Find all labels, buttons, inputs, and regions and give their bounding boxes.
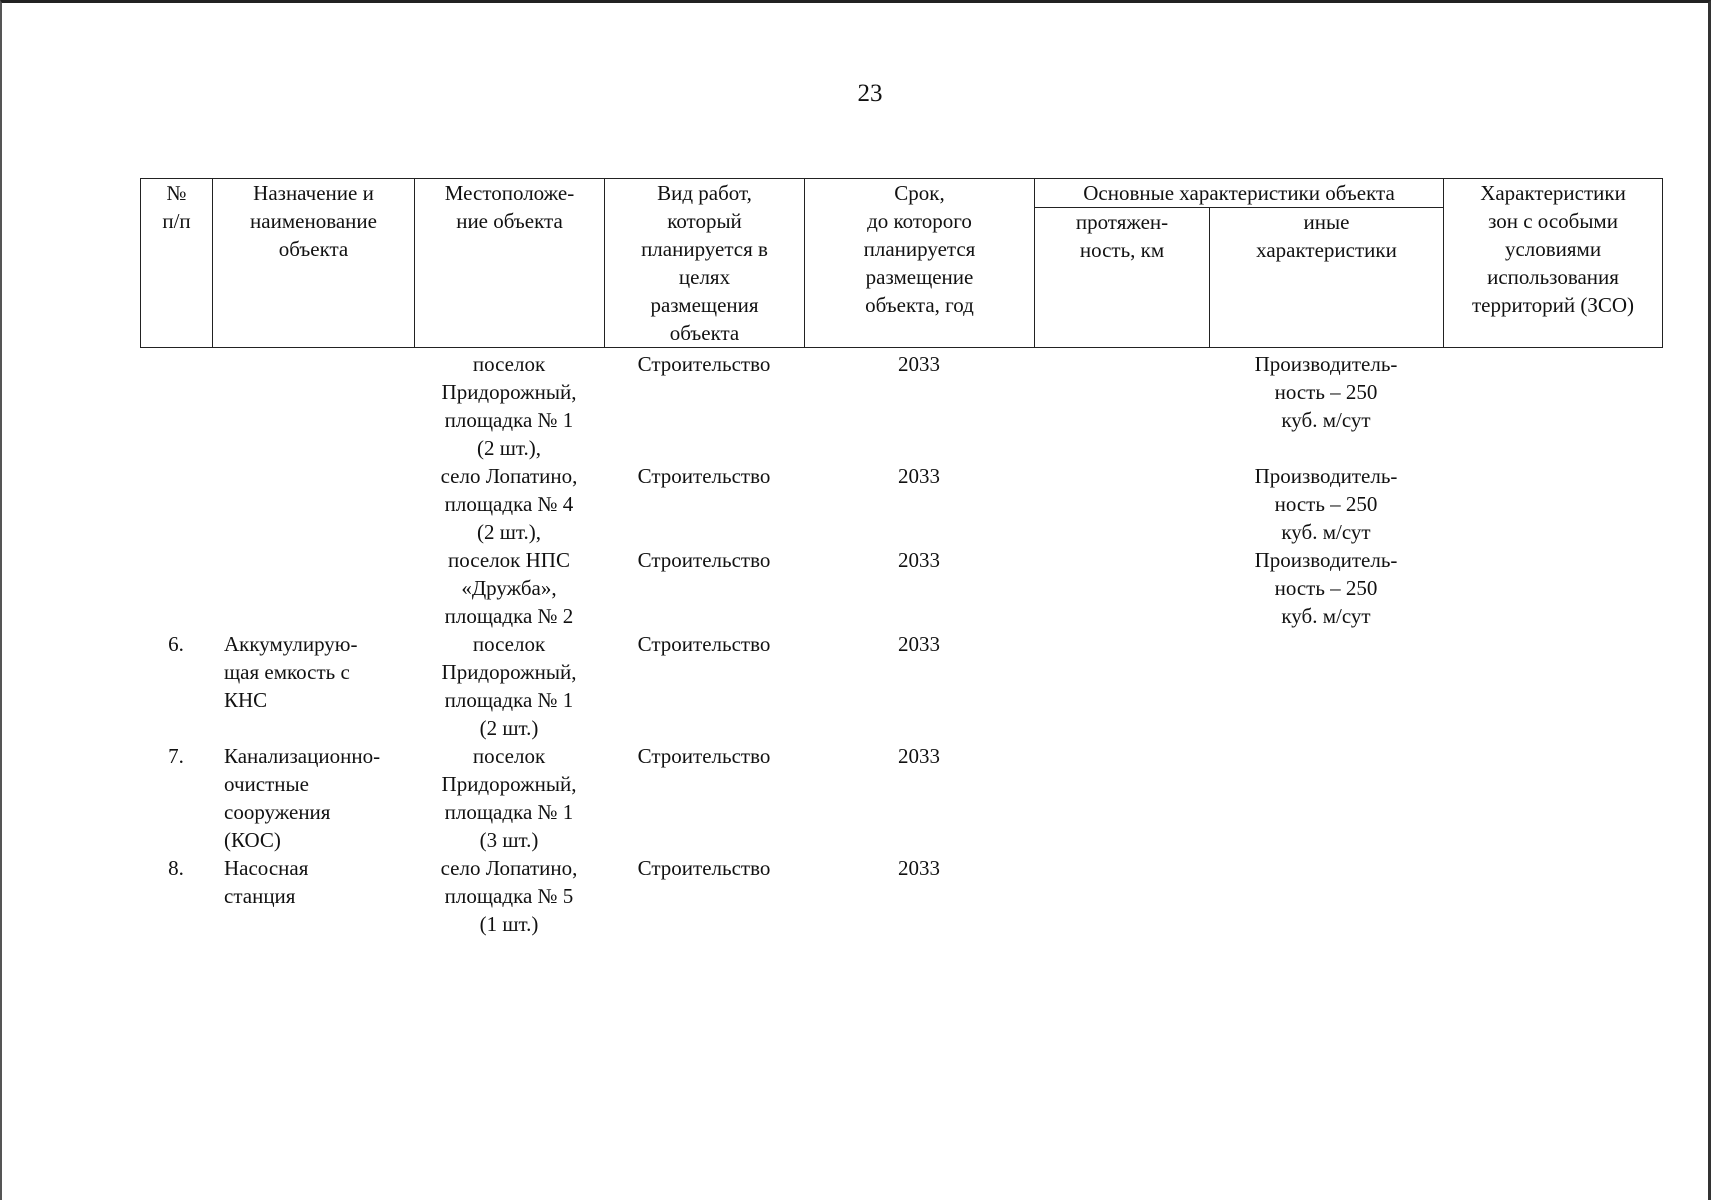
header-length: протяжен- ность, км	[1035, 208, 1210, 348]
row-location: поселок Придорожный, площадка № 1 (2 шт.)	[441, 632, 577, 740]
header-zso: Характеристики зон с особыми условиями использования территорий (ЗСО)	[1444, 179, 1663, 348]
row-location: село Лопатино, площадка № 4 (2 шт.),	[440, 464, 578, 544]
row-num: 7.	[168, 744, 184, 768]
row-year: 2033	[898, 744, 940, 768]
header-work-type: Вид работ, который планируется в целях размещения объекта	[605, 179, 805, 348]
row-work: Строительство	[637, 352, 771, 376]
header-other: иные характеристики	[1210, 208, 1444, 348]
header-name: Назначение и наименование объекта	[213, 179, 415, 348]
row-other: Производитель- ность – 250 куб. м/сут	[1254, 548, 1398, 628]
table-header	[140, 178, 1663, 348]
table-row	[140, 546, 1662, 630]
row-work: Строительство	[637, 548, 771, 572]
row-location: село Лопатино, площадка № 5 (1 шт.)	[440, 856, 578, 936]
row-work: Строительство	[637, 856, 771, 880]
row-name: Насосная станция	[224, 856, 309, 908]
row-num: 6.	[168, 632, 184, 656]
row-location: поселок Придорожный, площадка № 1 (3 шт.)	[441, 744, 577, 852]
table-body	[140, 350, 1662, 938]
row-work: Строительство	[637, 632, 771, 656]
row-num: 8.	[168, 856, 184, 880]
table-row	[140, 742, 1662, 854]
row-year: 2033	[898, 632, 940, 656]
header-deadline: Срок, до которого планируется размещение объекта, год	[805, 179, 1035, 348]
table-row	[140, 854, 1662, 938]
row-year: 2033	[898, 548, 940, 572]
header-num: № п/п	[141, 179, 213, 348]
table-row	[140, 462, 1662, 546]
header-main-characteristics: Основные характеристики объекта	[1035, 179, 1444, 208]
row-year: 2033	[898, 464, 940, 488]
row-year: 2033	[898, 352, 940, 376]
table-row	[140, 350, 1662, 462]
row-location: поселок Придорожный, площадка № 1 (2 шт.),	[441, 352, 577, 460]
row-work: Строительство	[637, 744, 771, 768]
row-work: Строительство	[637, 464, 771, 488]
header-location: Местоположе- ние объекта	[415, 179, 605, 348]
row-other: Производитель- ность – 250 куб. м/сут	[1254, 352, 1398, 432]
row-year: 2033	[898, 856, 940, 880]
table-row	[140, 630, 1662, 742]
row-location: поселок НПС «Дружба», площадка № 2	[444, 548, 574, 628]
page-number: 23	[857, 80, 883, 107]
row-name: Аккумулирую- щая емкость с КНС	[224, 632, 358, 712]
row-name: Канализационно- очистные сооружения (КОС)	[224, 744, 381, 852]
row-other: Производитель- ность – 250 куб. м/сут	[1254, 464, 1398, 544]
